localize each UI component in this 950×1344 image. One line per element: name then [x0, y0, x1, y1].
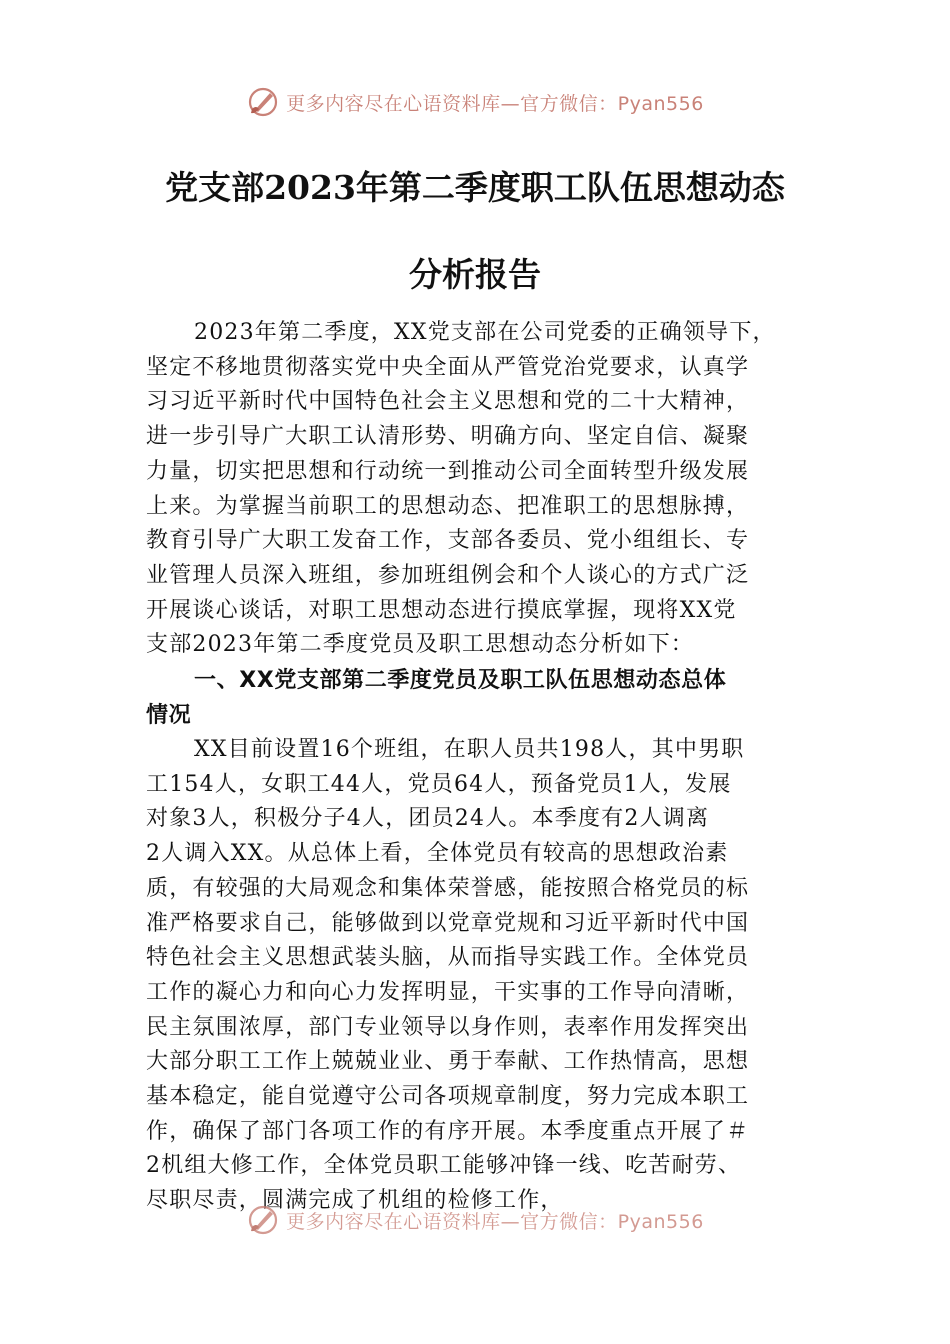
- document-title-line-2: 分析报告: [409, 255, 541, 294]
- paragraph-line: 开展谈心谈话，对职工思想动态进行摸底掌握，现将XX党: [146, 597, 737, 623]
- paragraph-line: 准严格要求自己，能够做到以党章党规和习近平新时代中国: [146, 910, 750, 936]
- paragraph-line: 对象3人，积极分子4人，团员24人。本季度有2人调离: [146, 806, 710, 832]
- paragraph-line: 2人调入XX。从总体上看，全体党员有较高的思想政治素: [146, 841, 729, 867]
- paragraph-line: XX目前设置16个班组，在职人员共198人，其中男职: [194, 737, 745, 762]
- paragraph-line: 质，有较强的大局观念和集体荣誉感，能按照合格党员的标: [146, 875, 750, 901]
- paragraph-line: 工作的凝心力和向心力发挥明显，干实事的工作导向清晰，: [146, 979, 750, 1005]
- heading-line: 一、XX党支部第二季度党员及职工队伍思想动态总体: [194, 668, 727, 693]
- paragraph-line: 支部2023年第二季度党员及职工思想动态分析如下：: [146, 632, 694, 658]
- paragraph-line: 习习近平新时代中国特色社会主义思想和党的二十大精神，: [146, 389, 750, 415]
- paragraph-line: 进一步引导广大职工认清形势、明确方向、坚定自信、凝聚: [146, 424, 750, 450]
- paragraph-line: 民主氛围浓厚，部门专业领导以身作则，表率作用发挥突出: [146, 1014, 750, 1040]
- paragraph-line: 力量，切实把思想和行动统一到推动公司全面转型升级发展: [146, 458, 750, 484]
- watermark-text: 更多内容尽在心语资料库—官方微信：Pyan556: [286, 1210, 704, 1233]
- paragraph-line: 尽职尽责，圆满完成了机组的检修工作，: [146, 1188, 564, 1214]
- paragraph-line: 坚定不移地贯彻落实党中央全面从严管党治党要求，认真学: [146, 354, 750, 380]
- paragraph-line: 工154人，女职工44人，党员64人，预备党员1人，发展: [146, 771, 732, 797]
- footer-watermark: [0, 1200, 950, 1240]
- paragraph-line: 基本稳定，能自觉遵守公司各项规章制度，努力完成本职工: [146, 1084, 750, 1110]
- pen-logo-icon: [246, 1203, 280, 1237]
- pen-logo-icon: [246, 85, 280, 119]
- heading-line: 情况: [146, 703, 192, 728]
- section-heading-1: [146, 663, 810, 733]
- watermark-text: 更多内容尽在心语资料库—官方微信：Pyan556: [286, 92, 704, 115]
- header-watermark: [0, 82, 950, 122]
- paragraph-line: 教育引导广大职工发奋工作，支部各委员、党小组组长、专: [146, 528, 750, 554]
- paragraph-line: 业管理人员深入班组，参加班组例会和个人谈心的方式广泛: [146, 562, 750, 588]
- paragraph-line: 2023年第二季度，XX党支部在公司党委的正确领导下，: [194, 320, 776, 345]
- paragraph-intro: [146, 316, 810, 663]
- paragraph-overview: [146, 733, 810, 1219]
- paragraph-line: 特色社会主义思想武装头脑，从而指导实践工作。全体党员: [146, 945, 750, 971]
- paragraph-line: 2机组大修工作，全体党员职工能够冲锋一线、吃苦耐劳、: [146, 1153, 742, 1179]
- paragraph-line: 大部分职工工作上兢兢业业、勇于奉献、工作热情高，思想: [146, 1049, 750, 1075]
- paragraph-line: 上来。为掌握当前职工的思想动态、把准职工的思想脉搏，: [146, 493, 750, 519]
- paragraph-line: 作，确保了部门各项工作的有序开展。本季度重点开展了＃: [146, 1118, 750, 1144]
- document-title-line-1: 党支部2023年第二季度职工队伍思想动态: [165, 168, 785, 207]
